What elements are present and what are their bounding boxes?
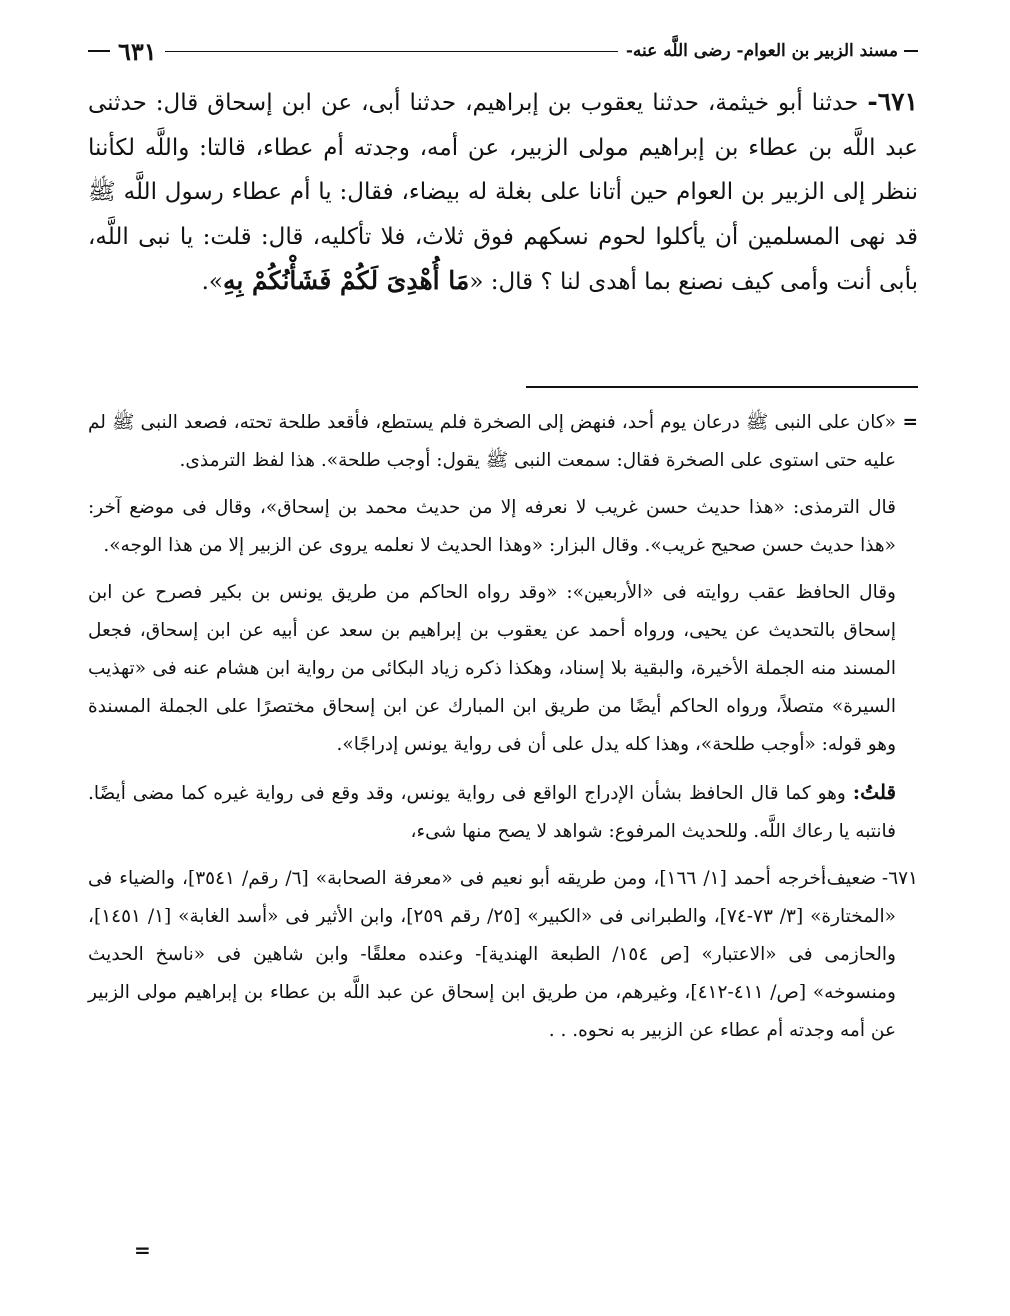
footnote-text: «كان على النبى ﷺ درعان يوم أحد، فنهض إلى الصخرة فلم يستطع، فأقعد طلحة تحته، فصعد النبى ﷺ لم عليه حتى استوى على الصخرة فقال: سمعت النبى ﷺ يقول: أوجب طلحة». هذا لفظ الترمذى. xyxy=(88,412,896,471)
header-rule xyxy=(165,51,618,52)
footnote-continuation xyxy=(88,404,918,480)
footnote-paragraph xyxy=(88,574,918,764)
footnote-text: قال الترمذى: «هذا حديث حسن غريب لا نعرفه إلا من حديث محمد بن إسحاق»، وقال فى موضع آخر: «هذا حديث حسن صحيح غريب». وقال البزار: «وهذا الحديث لا نعلمه يروى عن الزبير إلا من هذا الوجه». xyxy=(88,497,896,556)
footnote-paragraph xyxy=(88,773,918,851)
footnotes xyxy=(88,404,918,1059)
takhrij-note xyxy=(88,860,918,1050)
page-header xyxy=(88,36,918,66)
takhrij-number: ٦٧١- ضعيف: xyxy=(820,868,918,889)
header-dash xyxy=(88,50,110,52)
running-title: مسند الزبير بن العوام- رضى اللَّه عنه- xyxy=(625,41,898,61)
book-page xyxy=(88,20,918,1300)
header-dash xyxy=(904,50,918,52)
hadith-body: حدثنا أبو خيثمة، حدثنا يعقوب بن إبراهيم، حدثنا أبى، عن ابن إسحاق قال: حدثنى عبد اللَّه بن عطاء بن إبراهيم مولى الزبير، عن أمه، وجدته أم عطاء، قالتا: واللَّه لكأننا ننظر إلى الزبير بن العوام حين أتانا على بغلة له بيضاء، فقال: يا أم عطاء رسول اللَّه ﷺ قد نهى المسلمين أن يأكلوا لحوم نسكهم فوق ثلاث، فلا تأكليه، قال: قلت: يا نبى اللَّه، بأبى أنت وأمى كيف نصنع بما أهدى لنا ؟ قال: « xyxy=(88,90,918,295)
hadith-end: ». xyxy=(201,269,223,295)
footnote-paragraph xyxy=(88,489,918,565)
footnote-separator xyxy=(526,386,918,388)
footnote-text: وهو كما قال الحافظ بشأن الإدراج الواقع فى رواية يونس، وقد وقع فى رواية غيره كما مضى أيضًا. فانتبه يا رعاك اللَّه. وللحديث المرفوع: شواهد لا يصح منها شىء، xyxy=(88,783,896,842)
prophetic-quote: مَا أُهْدِىَ لَكُمْ فَشَأْنُكُمْ بِهِ xyxy=(222,266,470,295)
page-number: ٦٣١ xyxy=(118,36,157,66)
continued-marker: = xyxy=(134,1238,151,1262)
hadith-number: ٦٧١- xyxy=(867,87,918,116)
author-remark-label: قلتُ: xyxy=(852,780,896,804)
footnote-text: وقال الحافظ عقب روايته فى «الأربعين»: «وقد رواه الحاكم من طريق يونس بن بكير فصرح عن ابن إسحاق بالتحديث عن يحيى، ورواه أحمد عن يعقوب بن إبراهيم بن سعد عن أبيه عن ابن إسحاق، فجعل المسند منه الجملة الأخيرة، والبقية بلا إسناد، وهكذا ذكره زياد البكائى من رواية ابن هشام عنه فى «تهذيب السيرة» متصلاً، ورواه الحاكم أيضًا من طريق ابن المبارك عن ابن إسحاق مختصرًا على الجملة المسندة وهو قوله: «أوجب طلحة»، وهذا كله يدل على أن فى رواية يونس إدراجًا». xyxy=(88,582,896,755)
takhrij-text: أخرجه أحمد [١/ ١٦٦]، ومن طريقه أبو نعيم فى «معرفة الصحابة» [٦/ رقم/ ٣٥٤١]، والضياء فى «المختارة» [٣/ ٧٣-٧٤]، والطبرانى فى «الكبير» [٢٥/ رقم ٢٥٩]، وابن الأثير فى «أسد الغابة» [١/ ١٤٥١]، والحازمى فى «الاعتبار» [ص ١٥٤/ الطبعة الهندية]- وعنده معلقًا- وابن شاهين فى «ناسخ الحديث ومنسوخه» [ص/ ٤١١-٤١٢]، وغيرهم، من طريق ابن إسحاق عن عبد اللَّه بن عطاء بن إبراهيم مولى الزبير عن أمه وجدته أم عطاء عن الزبير به نحوه. . . xyxy=(88,868,896,1041)
hadith-text xyxy=(88,80,918,305)
continuation-marker: = xyxy=(902,412,918,433)
